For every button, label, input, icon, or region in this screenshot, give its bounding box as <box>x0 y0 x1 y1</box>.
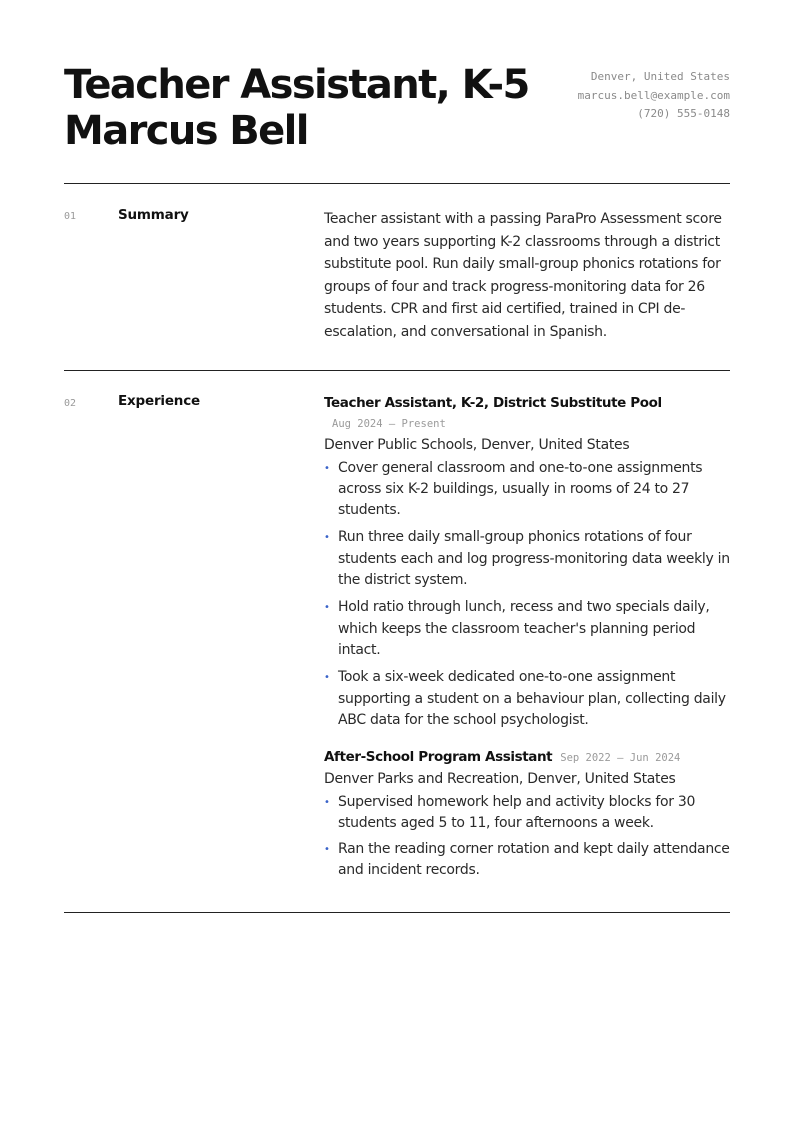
experience-section <box>64 371 730 913</box>
page-title: Teacher Assistant, K-5 Marcus Bell <box>64 62 529 154</box>
divider <box>64 912 730 913</box>
list-item <box>324 458 730 522</box>
bullet-text: Supervised homework help and activity blocks for 30 students aged 5 to 11, four afternoons a week. <box>338 794 696 832</box>
resume-page <box>64 0 730 913</box>
bullet-icon: • <box>324 462 330 474</box>
job-entry <box>324 747 730 881</box>
bullet-text: Run three daily small-group phonics rotations of four students each and log progress-monitoring data weekly in the district system. <box>338 529 730 589</box>
job-bullets <box>324 458 730 732</box>
list-item <box>324 527 730 591</box>
job-bullets <box>324 792 730 881</box>
summary-text: Teacher assistant with a passing ParaPro Assessment score and two years supporting K-2 classrooms through a district substitute pool. Run daily small-group phonics rotations for groups of four and track progress-monitoring data for 26 students. CPR and first aid certified, trained in CPI de-escalation, and conversational in Spanish. <box>324 211 722 340</box>
contact-location: Denver, United States <box>590 70 730 83</box>
section-title: Summary <box>118 207 189 223</box>
bullet-icon: • <box>324 797 330 809</box>
job-dates: Aug 2024 — Present <box>332 417 446 430</box>
contact-block <box>578 68 730 124</box>
list-item <box>324 792 730 835</box>
summary-body <box>324 208 730 344</box>
job-employer: Denver Parks and Recreation, Denver, United States <box>324 771 676 788</box>
job-title: After-School Program Assistant <box>324 749 553 766</box>
experience-body <box>324 393 730 882</box>
list-item <box>324 839 730 882</box>
job-header <box>324 393 730 434</box>
summary-section <box>64 184 730 370</box>
section-number: 01 <box>64 211 77 222</box>
list-item <box>324 667 730 731</box>
job-entry <box>324 393 730 732</box>
bullet-text: Hold ratio through lunch, recess and two specials daily, which keeps the classroom teacher's planning period intact. <box>338 599 710 658</box>
job-title: Teacher Assistant, K-2, District Substitute Pool <box>324 394 662 411</box>
bullet-icon: • <box>324 672 330 684</box>
contact-email[interactable]: marcus.bell@example.com <box>577 88 730 102</box>
section-number: 02 <box>64 397 77 409</box>
list-item <box>324 597 730 661</box>
bullet-text: Cover general classroom and one-to-one assignments across six K-2 buildings, usually in rooms of 24 to 27 students. <box>338 459 703 519</box>
section-title: Experience <box>118 392 200 409</box>
bullet-icon: • <box>324 843 330 855</box>
bullet-text: Ran the reading corner rotation and kept daily attendance and incident records. <box>338 840 730 879</box>
job-employer: Denver Public Schools, Denver, United States <box>324 436 630 453</box>
bullet-text: Took a six-week dedicated one-to-one assignment supporting a student on a behaviour plan, collecting daily ABC data for the school psychologist. <box>338 669 726 728</box>
resume-header <box>64 0 730 183</box>
contact-phone[interactable]: (720) 555-0148 <box>637 107 730 120</box>
job-dates: Sep 2022 — Jun 2024 <box>560 752 681 765</box>
bullet-icon: • <box>324 602 330 614</box>
job-header <box>324 747 730 768</box>
bullet-icon: • <box>324 532 330 544</box>
